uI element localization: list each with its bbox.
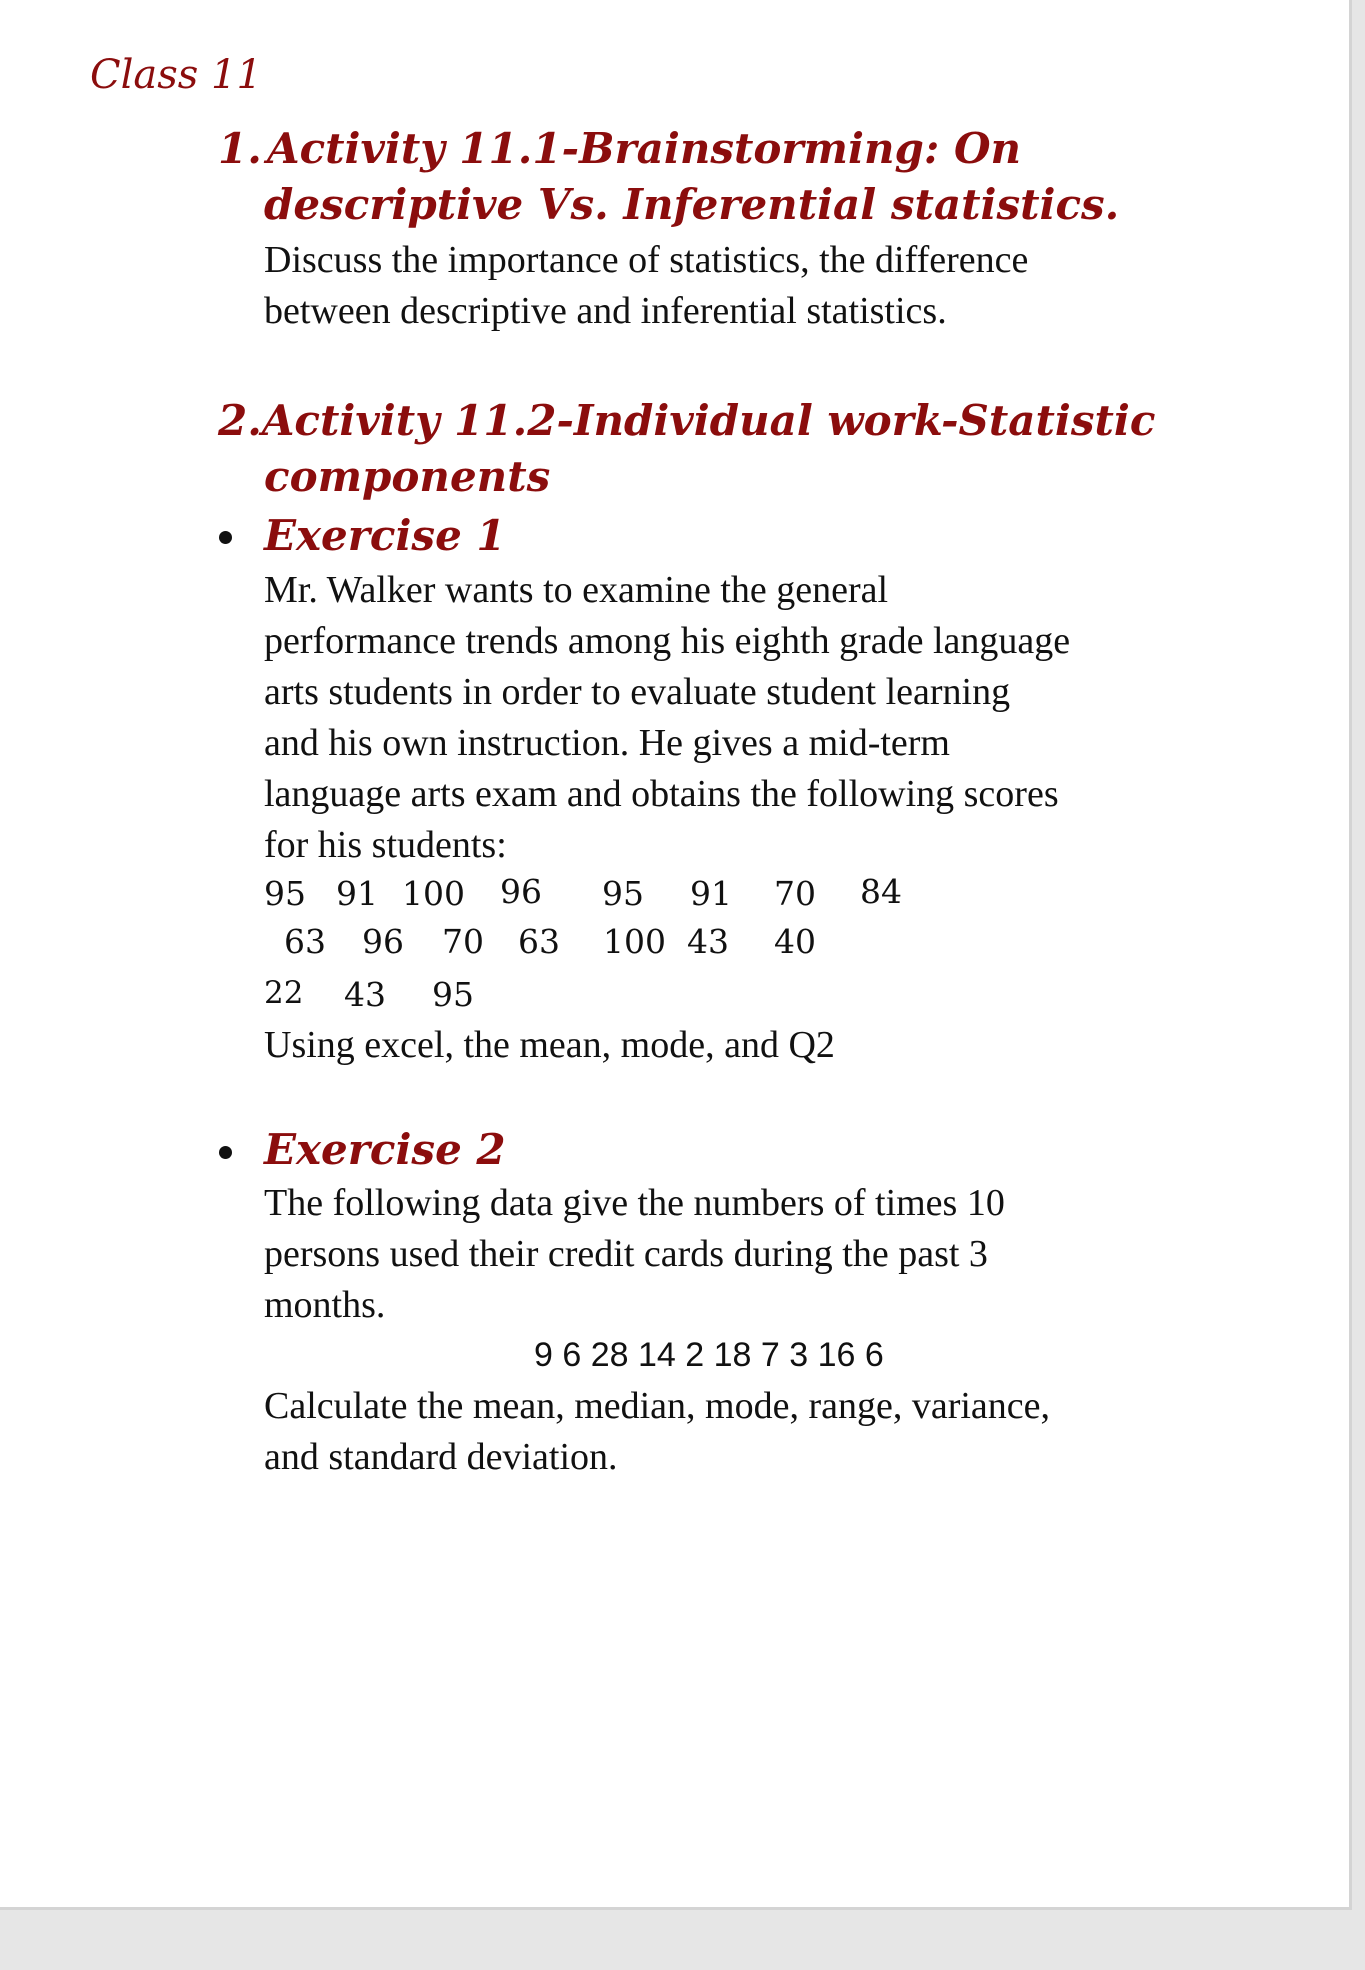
score-value: 70: [442, 922, 484, 961]
score-value: 95: [432, 975, 474, 1014]
score-value: 96: [500, 872, 542, 911]
score-value: 63: [284, 922, 326, 961]
activity-1-number: 1.: [218, 124, 262, 173]
exercise-2-task: [264, 1381, 1050, 1483]
bullet-icon: [219, 1146, 232, 1159]
exercise-1-body-line: performance trends among his eighth grade language: [264, 620, 1071, 662]
activity-1-title-line2: descriptive Vs. Inferential statistics.: [264, 180, 1120, 229]
activity-1-body-line: between descriptive and inferential statistics.: [264, 290, 947, 332]
activity-1-description: [264, 235, 1028, 337]
exercise-2-title: Exercise 2: [264, 1125, 506, 1174]
score-value: 100: [603, 922, 666, 961]
exercise-2-body-line: The following data give the numbers of times 10: [264, 1182, 1005, 1224]
exercise-1-body-line: for his students:: [264, 824, 507, 866]
credit-card-data: 9 6 28 14 2 18 7 3 16 6: [534, 1336, 884, 1374]
activity-1-body-line: Discuss the importance of statistics, the difference: [264, 239, 1029, 281]
score-value: 100: [402, 874, 465, 913]
score-value: 70: [774, 874, 816, 913]
score-value: 91: [690, 874, 732, 913]
activity-2-title-line1: 2.Activity 11.2-Individual work-Statistic: [218, 396, 1156, 445]
score-value: 91: [336, 874, 378, 913]
exercise-2-task-line: Calculate the mean, median, mode, range, variance,: [264, 1385, 1051, 1427]
score-value: 43: [687, 922, 729, 961]
activity-2-title-line2: components: [264, 452, 551, 501]
exercise-2-body-line: months.: [264, 1284, 386, 1326]
exercise-1-description: [264, 565, 1070, 871]
exercise-1-body-line: and his own instruction. He gives a mid-term: [264, 722, 950, 764]
score-value: 96: [362, 922, 404, 961]
exercise-1-body-line: Mr. Walker wants to examine the general: [264, 569, 889, 611]
exercise-2-body-line: persons used their credit cards during the past 3: [264, 1233, 988, 1275]
exercise-2-description: [264, 1178, 1005, 1331]
class-title: Class 11: [90, 52, 262, 98]
exercise-1-instruction: Using excel, the mean, mode, and Q2: [264, 1024, 835, 1066]
activity-1-title-line1: Activity 11.1-Brainstorming: On: [267, 124, 1022, 173]
score-value: 43: [344, 975, 386, 1014]
score-value: 84: [860, 872, 902, 911]
bullet-icon: [219, 531, 232, 544]
exercise-2-task-line: and standard deviation.: [264, 1436, 618, 1478]
score-value: 63: [518, 922, 560, 961]
score-value: 95: [602, 874, 644, 913]
exercise-1-title: Exercise 1: [264, 511, 506, 560]
exercise-1-body-line: arts students in order to evaluate student learning: [264, 671, 1011, 713]
score-value: 40: [774, 922, 816, 961]
score-value: 22: [264, 975, 304, 1011]
exercise-1-body-line: language arts exam and obtains the following scores: [264, 773, 1059, 815]
score-value: 95: [264, 874, 306, 913]
